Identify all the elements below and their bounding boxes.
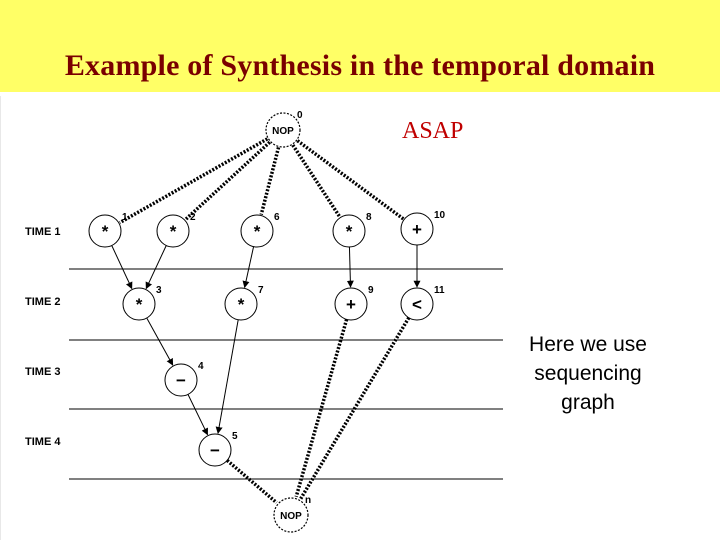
node-operator: <	[412, 295, 422, 314]
dependency-edge-3-4	[147, 318, 173, 365]
node-operator: *	[345, 222, 353, 241]
dependency-edge-8-9	[349, 247, 350, 287]
node-operator: NOP	[280, 511, 302, 522]
node-id-label: 8	[366, 212, 372, 223]
operation-node-2	[157, 212, 196, 247]
node-id-label: 6	[274, 212, 280, 223]
node-operator: NOP	[272, 126, 294, 137]
nop-node-n	[274, 495, 311, 532]
sequencing-graph	[1, 96, 513, 540]
time-label: TIME 1	[25, 226, 61, 238]
node-id-label: 4	[198, 361, 204, 372]
node-id-label: 11	[434, 285, 445, 296]
slide-title: Example of Synthesis in the temporal domain	[64, 49, 656, 82]
dependency-edge-6-7	[245, 247, 254, 288]
operation-node-7	[225, 285, 264, 320]
operation-node-3	[123, 285, 162, 320]
operation-node-10	[401, 210, 446, 245]
time-label: TIME 4	[25, 436, 61, 448]
node-operator: +	[346, 295, 356, 314]
sequencing-graph-panel	[0, 96, 513, 540]
source-edge-0-2	[186, 142, 270, 219]
node-id-label: 0	[297, 110, 303, 121]
dependency-edge-2-3	[146, 246, 166, 289]
asap-label: ASAP	[402, 118, 464, 144]
node-operator: −	[210, 441, 220, 460]
node-id-label: 7	[258, 285, 264, 296]
time-label: TIME 2	[25, 296, 61, 308]
operation-node-9	[335, 285, 374, 320]
dependency-edge-7-5	[218, 320, 238, 434]
node-operator: *	[237, 295, 245, 314]
dependency-edge-1-3	[112, 246, 132, 289]
operation-node-8	[333, 212, 372, 247]
node-operator: *	[135, 295, 143, 314]
node-id-label: 5	[232, 431, 238, 442]
node-operator: *	[253, 222, 261, 241]
source-edge-0-6	[261, 147, 278, 214]
node-operator: *	[169, 222, 177, 241]
node-operator: −	[176, 371, 186, 390]
sink-edge-11-n	[301, 318, 409, 499]
node-id-label: 9	[368, 285, 374, 296]
note-text: Here we use sequencing graph	[529, 333, 647, 414]
time-label: TIME 3	[25, 366, 61, 378]
node-operator: *	[101, 222, 109, 241]
operation-node-1	[89, 212, 128, 247]
node-id-label: 3	[156, 285, 162, 296]
node-id-label: n	[305, 495, 312, 506]
operation-node-5	[199, 431, 238, 466]
node-id-label: 10	[434, 210, 446, 221]
node-id-label: 1	[122, 212, 128, 223]
operation-node-11	[401, 285, 445, 320]
operation-node-6	[241, 212, 280, 247]
operation-node-4	[165, 361, 204, 396]
dependency-edge-4-5	[188, 394, 208, 434]
node-operator: +	[412, 220, 422, 239]
node-id-label: 2	[190, 212, 196, 223]
source-edge-0-8	[293, 145, 340, 217]
sink-edge-9-n	[296, 319, 346, 496]
source-edge-0-10	[297, 141, 403, 219]
sink-edge-5-n	[227, 460, 276, 502]
